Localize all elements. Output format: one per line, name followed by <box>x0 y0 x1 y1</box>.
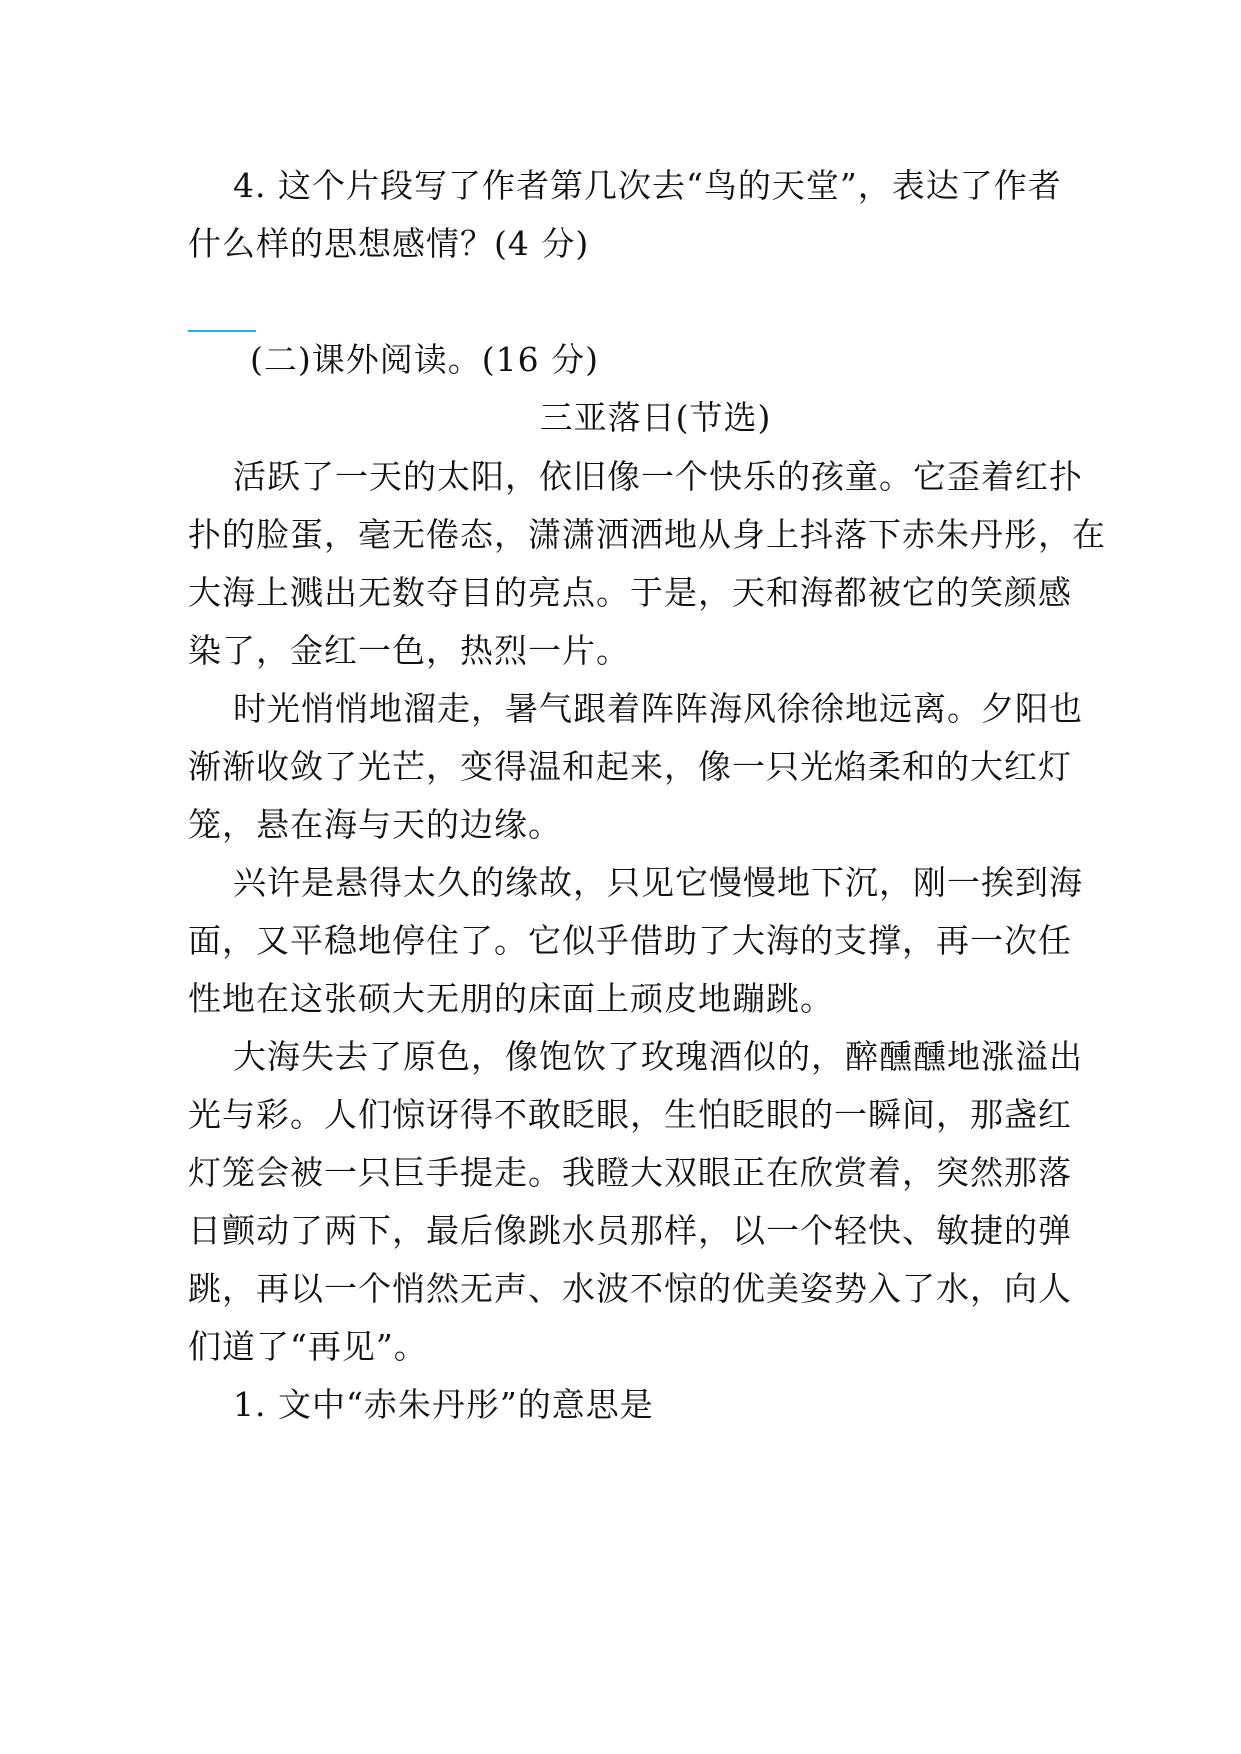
paragraph-4-line-5: 跳，再以一个悄然无声、水波不惊的优美姿势入了水，向人 <box>188 1269 1072 1308</box>
article-title: 三亚落日(节选) <box>539 398 772 437</box>
paragraph-1-line-2: 扑的脸蛋，毫无倦态，潇潇洒洒地从身上抖落下赤朱丹彤，在 <box>188 515 1106 554</box>
paragraph-2-line-2: 渐渐收敛了光芒，变得温和起来，像一只光焰柔和的大红灯 <box>188 747 1072 786</box>
paragraph-4-line-2: 光与彩。人们惊讶得不敢眨眼，生怕眨眼的一瞬间，那盏红 <box>188 1095 1072 1134</box>
paragraph-3-line-1: 兴许是悬得太久的缘故，只见它慢慢地下沉，刚一挨到海 <box>233 863 1083 902</box>
paragraph-1-line-3: 大海上溅出无数夺目的亮点。于是，天和海都被它的笑颜感 <box>188 573 1072 612</box>
paragraph-1-line-4: 染了，金红一色，热烈一片。 <box>188 631 630 670</box>
paragraph-4-line-6: 们道了“再见”。 <box>188 1327 428 1366</box>
question-1: 1. 文中“赤朱丹彤”的意思是 <box>233 1385 654 1424</box>
paragraph-3-line-3: 性地在这张硕大无朋的床面上顽皮地蹦跳。 <box>188 979 834 1018</box>
paragraph-4-line-4: 日颤动了两下，最后像跳水员那样，以一个轻快、敏捷的弹 <box>188 1211 1072 1250</box>
section-heading: (二)课外阅读。(16 分) <box>250 340 599 379</box>
question-4-line-2: 什么样的思想感情？(4 分) <box>188 224 590 263</box>
question-4-line-1: 4. 这个片段写了作者第几次去“鸟的天堂”，表达了作者 <box>233 166 1062 205</box>
paragraph-2-line-3: 笼，悬在海与天的边缘。 <box>188 805 562 844</box>
answer-blank-line[interactable] <box>188 330 256 332</box>
paragraph-3-line-2: 面，又平稳地停住了。它似乎借助了大海的支撑，再一次任 <box>188 921 1072 960</box>
paragraph-2-line-1: 时光悄悄地溜走，暑气跟着阵阵海风徐徐地远离。夕阳也 <box>233 689 1083 728</box>
paragraph-1-line-1: 活跃了一天的太阳，依旧像一个快乐的孩童。它歪着红扑 <box>233 457 1083 496</box>
paragraph-4-line-3: 灯笼会被一只巨手提走。我瞪大双眼正在欣赏着，突然那落 <box>188 1153 1072 1192</box>
paragraph-4-line-1: 大海失去了原色，像饱饮了玫瑰酒似的，醉醺醺地涨溢出 <box>233 1037 1083 1076</box>
